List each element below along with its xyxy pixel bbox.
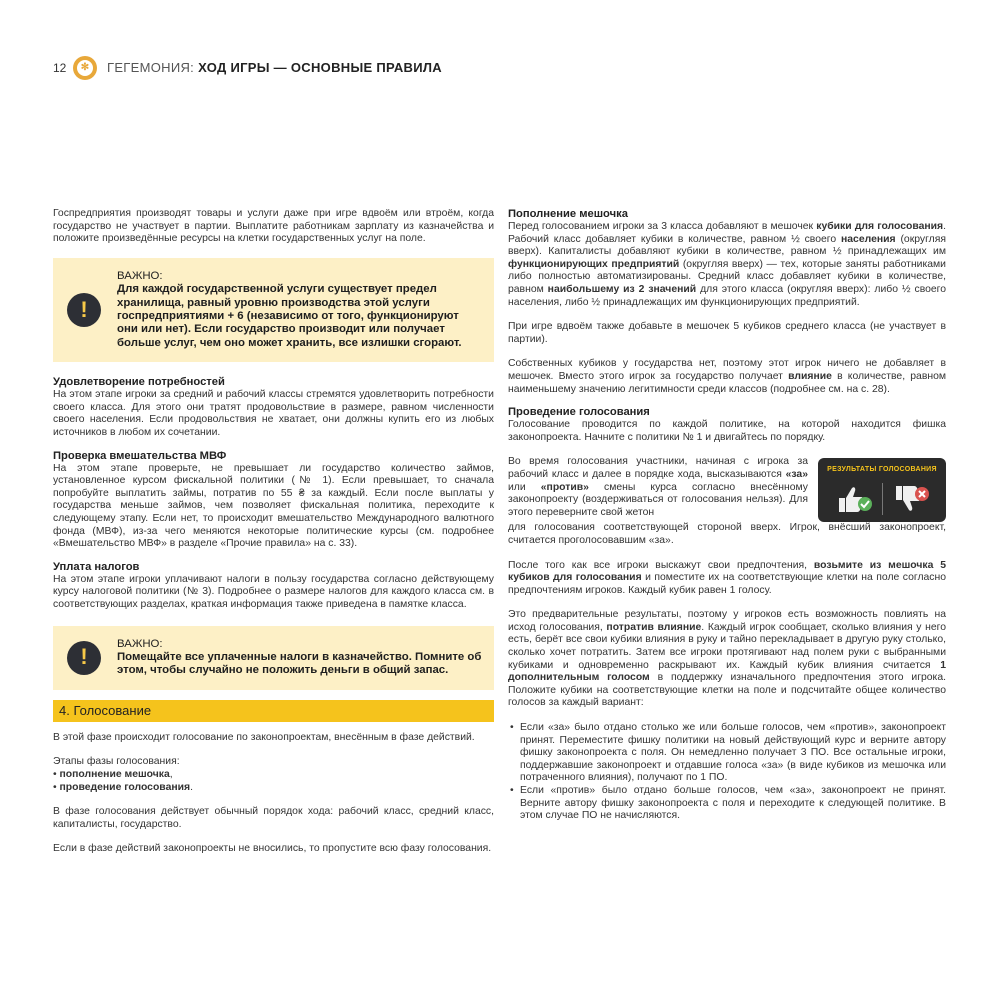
- imf-paragraph: На этом этапе проверьте, не превышает ли государство количество займов, установленное курсом фискальной политики (№ 1). Если превышает, то сначала попробуйте выплатить займы, потратив по 55 ₴ за каждый. Если после выплаты у государства меньше займов, чем позволяет фискальная политика, переходите к следующему этапу. Если нет, то происходит вмешательство Международного валютного фонда (МВФ), из-за чего меняются некоторые политические курсы (см. подробнее «Вмешательство МВФ» в разделе «Прочие правила» на с. 33).: [53, 462, 494, 550]
- thumbs-down-cross-icon: [891, 483, 931, 515]
- bag-heading: Пополнение мешочка: [508, 208, 628, 220]
- list-item: • Если «за» было отдано столько же или больше голосов, чем «против», законопроект принят. Переместите фишку политики на новый действующий курс и верните автору фишку законопроекта с поля. Он немедленно получает 3 ПО. Все остальные игроки, поддержавшие законопроект и отдавшие голоса «за» (в виде кубиков из мешочка или потраченного влияния), получают по 1 ПО.: [508, 722, 946, 785]
- voting-heading: Проведение голосования: [508, 406, 650, 419]
- exclamation-icon: !: [67, 641, 101, 675]
- important-body: Помещайте все уплаченные налоги в казначейство. Помните об этом, чтобы случайно не положить деньги в общий запас.: [117, 650, 482, 677]
- bag-paragraph: Перед голосованием игроки за 3 класса добавляют в мешочек кубики для голосования. Рабочий класс добавляет кубики в количестве, равном ½ своего населения (округляя вверх). Капиталисты добавляют кубики в количестве, равном ½ принадлежащих им функционирующих предприятий (округляя вверх) — тех, которые заняты работниками либо полностью автоматизированы. Средний класс добавляет кубики в количестве, равном наибольшему из 2 значений для этого класса (округляя вверх): либо ½ своего населения, либо ½ принадлежащих им функционирующих предприятий.: [508, 221, 947, 308]
- taxes-paragraph: На этом этапе игроки уплачивают налоги в пользу государства согласно действующему курсу налоговой политики (№ 3). Подробнее о размере налогов для каждого класса см. в соответствующих разделах, краткая информация также приведена в памятке класса.: [53, 573, 494, 610]
- right-column: [508, 208, 946, 823]
- influence-paragraph: Это предварительные результаты, поэтому у игроков есть возможность повлиять на исход голосования, потратив влияние. Каждый игрок сообщает, сколько влияния у него есть, берёт все свои кубики влияния в руку и тайно перекладывает в другую руку столько, сколько хочет потратить. Затем все игроки протягивают над полем руки с выбранными кубиками и одновременно раскрывают их. Каждый кубик влияния считается 1 дополнительным голосом в поддержку изначального предпочтения этого игрока. Положите кубики на соответствующие клетки на поле и подсчитайте общее количество голосов за каждый вариант:: [508, 609, 947, 709]
- brain-logo-icon: ✻: [73, 56, 97, 80]
- imf-heading: Проверка вмешательства МВФ: [53, 449, 227, 462]
- vote-card-title: РЕЗУЛЬТАТЫ ГОЛОСОВАНИЯ: [827, 466, 937, 474]
- voting-results-card: [818, 458, 946, 522]
- left-column: [53, 208, 494, 856]
- stage-item: • проведение голосования.: [53, 781, 193, 793]
- important-box-storage: [53, 258, 494, 362]
- voting-paragraph: Во время голосования участники, начиная с игрока за рабочий класс и далее в порядке хода, высказываются «за» или «против» смены курса согласно внесённому законопроекту (воздерживаться от голосования нельзя). Для этого переверните свой жетон: [508, 456, 809, 518]
- important-title: ВАЖНО:: [117, 637, 163, 650]
- voting-intro-paragraph: Голосование проводится по каждой политике, на которой находится фишка законопроекта. Начните с политики № 1 и двигайтесь по порядку.: [508, 419, 946, 443]
- phase-heading-voting: 4. Голосование: [53, 700, 494, 722]
- taxes-heading: Уплата налогов: [53, 560, 140, 573]
- stage-item: • пополнение мешочка,: [53, 768, 173, 780]
- cubes-paragraph: После того как все игроки выскажут свои предпочтения, возьмите из мешочка 5 кубиков для голосования и поместите их на соответствующие клетки на поле согласно предпочтениям игроков. Каждый кубик равен 1 голосу.: [508, 559, 946, 596]
- section-title: ХОД ИГРЫ — ОСНОВНЫЕ ПРАВИЛА: [198, 59, 442, 75]
- needs-paragraph: На этом этапе игроки за средний и рабочий классы стремятся удовлетворить потребности своего класса. Для этого они тратят продовольствие в размере, равном численности своего населения. Если продовольствия не хватает, они должны купить его из любых источников в любом их сочетании.: [53, 389, 494, 438]
- order-paragraph: В фазе голосования действует обычный порядок хода: рабочий класс, средний класс, капиталисты, государство.: [53, 806, 494, 830]
- important-box-treasury: [53, 626, 494, 690]
- important-title: ВАЖНО:: [117, 269, 163, 282]
- skip-paragraph: Если в фазе действий законопроекты не вносились, то пропустите всю фазу голосования.: [53, 843, 492, 855]
- voting-paragraph-cont: для голосования соответствующей стороной вверх. Игрок, внёсший законопроект, считается проголосовавшим «за».: [508, 522, 946, 546]
- outcome-list: [508, 722, 946, 823]
- page-number: 12: [53, 60, 67, 75]
- page-header: [53, 55, 442, 81]
- list-item: • Если «против» было отдано больше голосов, чем «за», законопроект не принят. Верните автору фишку законопроекта с поля и переходите к следующей политике. В этом случае ПО не начисляются.: [508, 785, 946, 823]
- important-body: Для каждой государственной услуги существует предел хранилища, равный уровню производства этой услуги госпредприятиями + 6 (независимо от того, функционируют они или нет). Если государство производит или получает больше услуг, чем оно может хранить, все излишки сгорают.: [117, 283, 462, 349]
- state-paragraph: Собственных кубиков у государства нет, поэтому этот игрок ничего не добавляет в мешочек. Вместо этого игрок за государство получает влияние в количестве, равном наименьшему значению легитимности среди классов (подробнее см. на с. 28).: [508, 358, 947, 395]
- game-title: ГЕГЕМОНИЯ:: [107, 59, 195, 75]
- intro-paragraph: Госпредприятия производят товары и услуги даже при игре вдвоём или втроём, когда государство не участвует в партии. Выплатите работникам зарплату из казначейства и положите произведённые ресурсы на клетки государственных услуг на поле.: [53, 208, 494, 245]
- voting-intro: В этой фазе происходит голосование по законопроектам, внесённым в фазе действий.: [53, 731, 475, 743]
- stages-label: Этапы фазы голосования:: [53, 756, 180, 768]
- two-players-paragraph: При игре вдвоём также добавьте в мешочек 5 кубиков среднего класса (не участвует в партии).: [508, 321, 946, 345]
- needs-heading: Удовлетворение потребностей: [53, 376, 225, 389]
- exclamation-icon: !: [67, 293, 101, 327]
- thumbs-up-check-icon: [834, 483, 874, 515]
